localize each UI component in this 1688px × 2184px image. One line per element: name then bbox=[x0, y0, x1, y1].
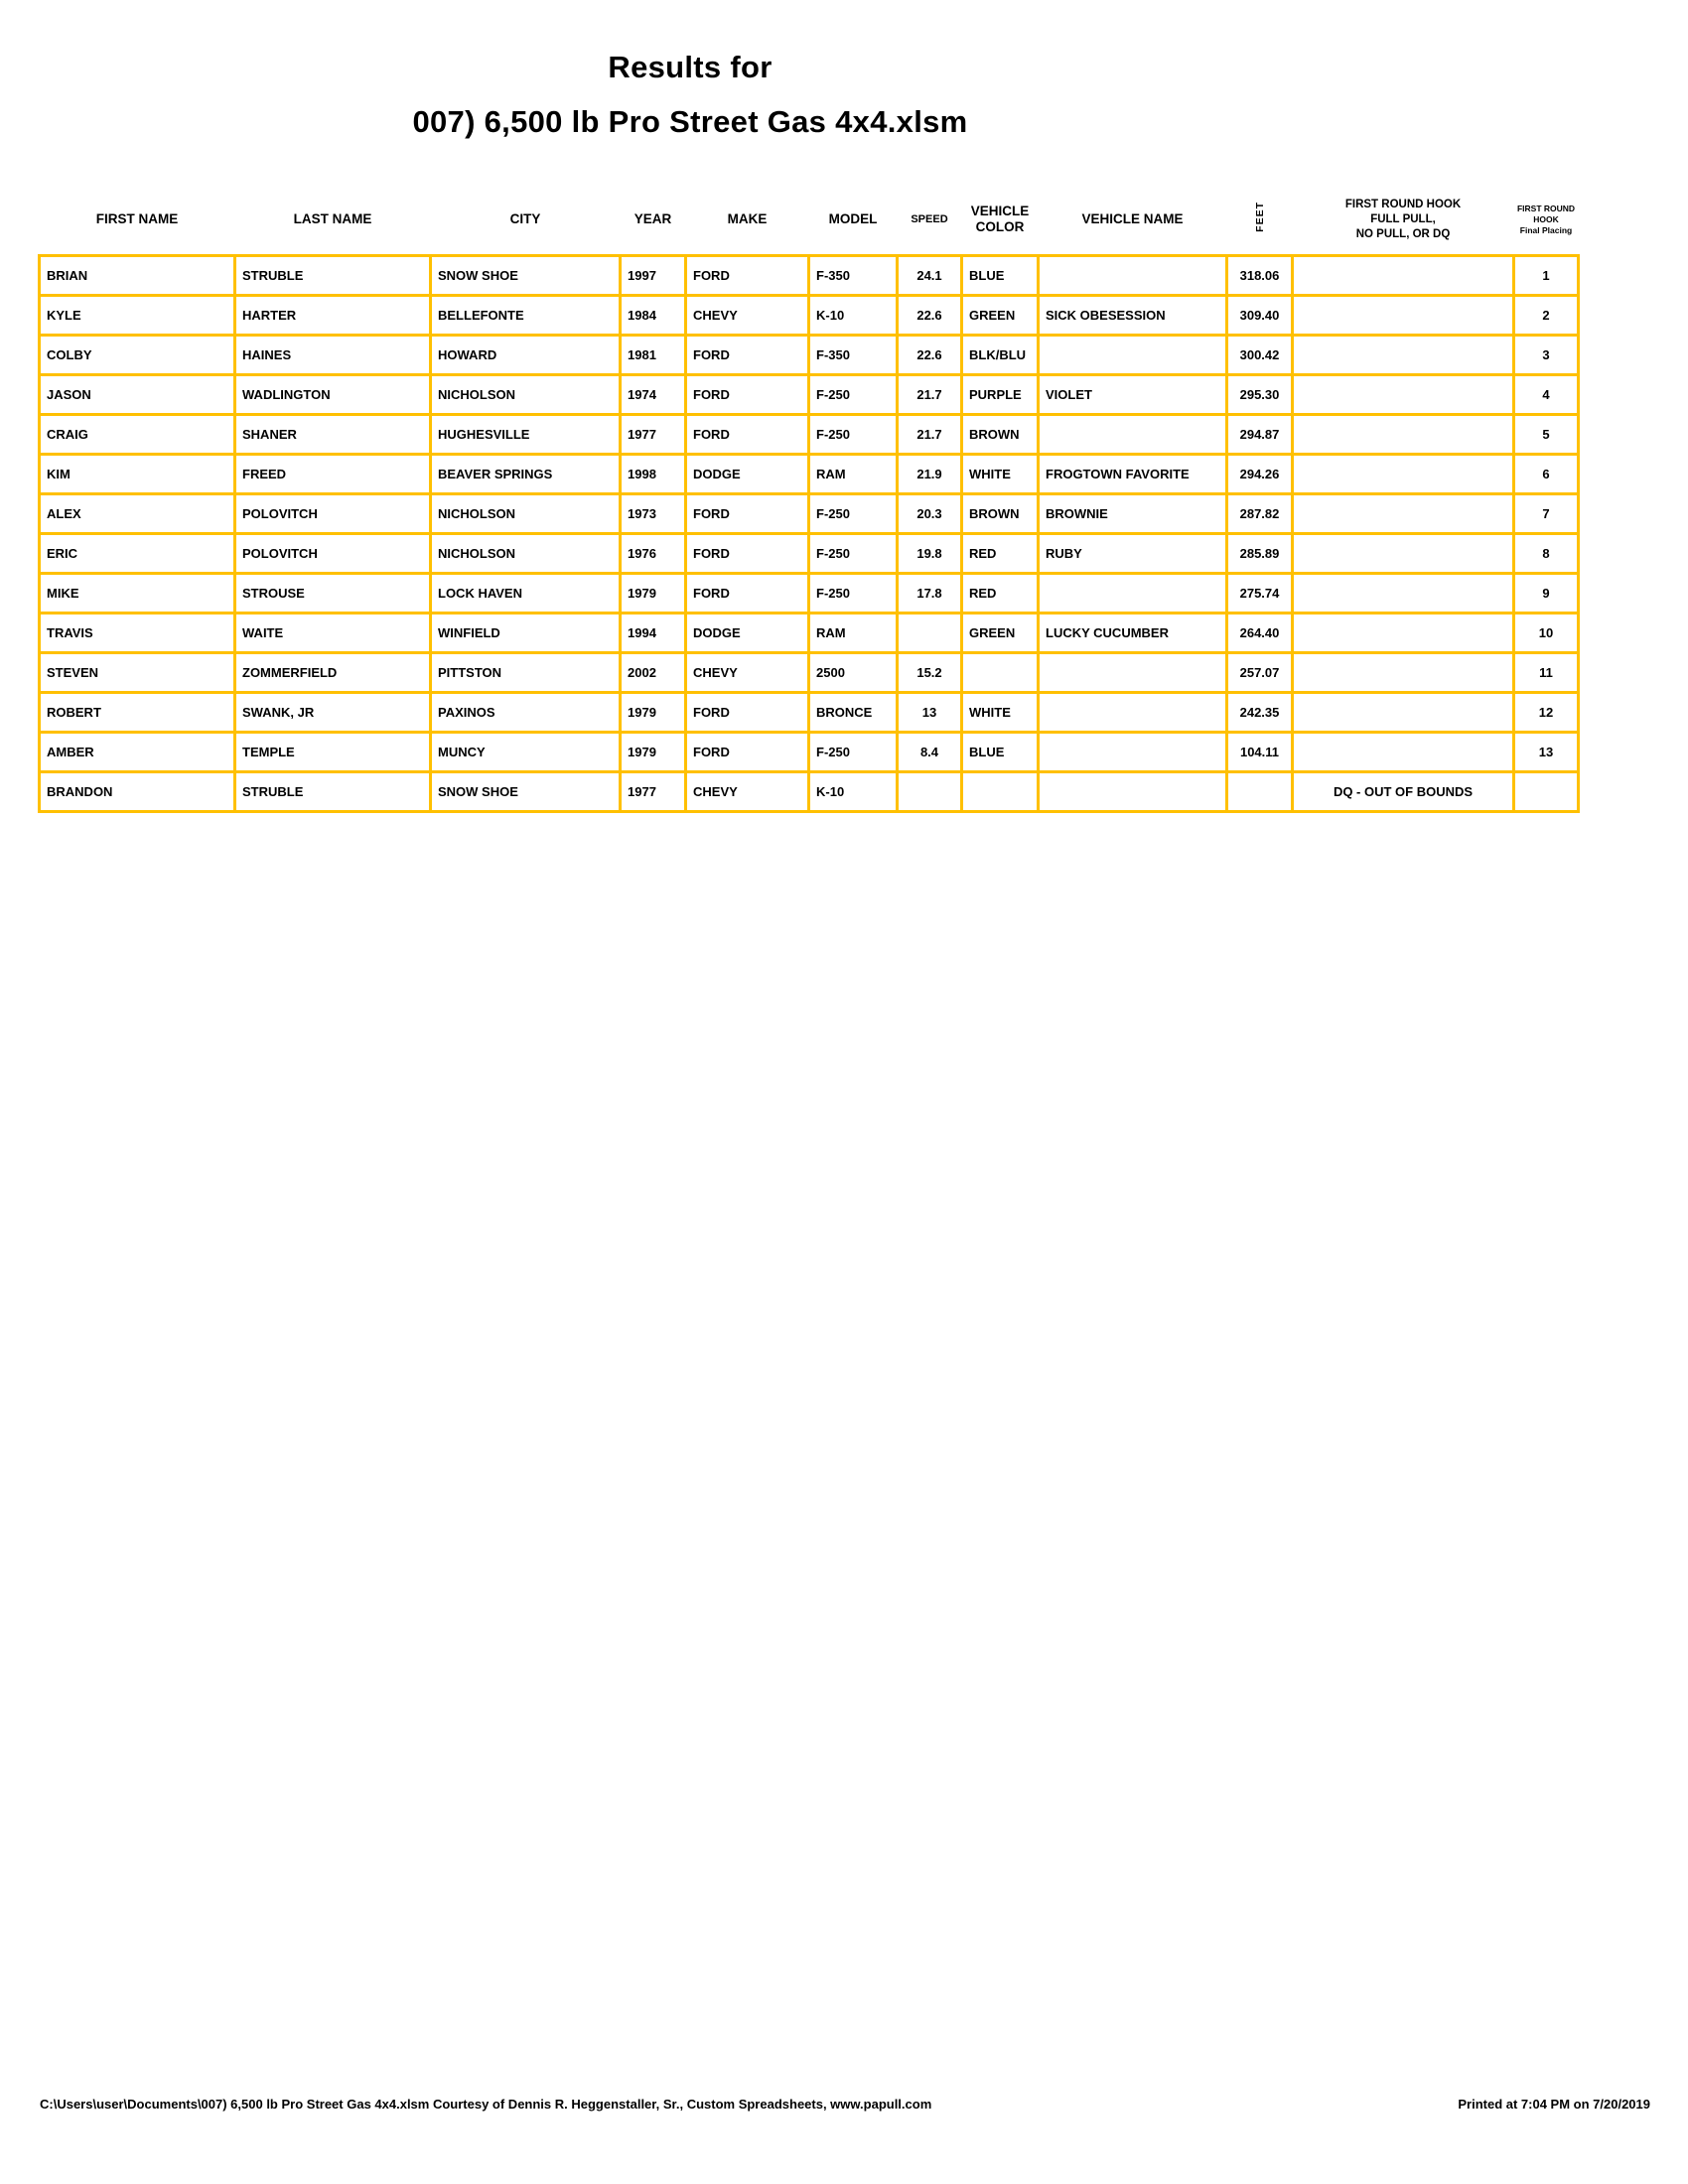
col-header-vehicle-color bbox=[962, 185, 1039, 256]
cell-speed: 13 bbox=[898, 693, 962, 733]
cell-speed: 17.8 bbox=[898, 574, 962, 614]
cell-feet: 287.82 bbox=[1227, 494, 1293, 534]
cell-hook bbox=[1293, 256, 1514, 296]
cell-first: ERIC bbox=[40, 534, 235, 574]
cell-first: TRAVIS bbox=[40, 614, 235, 653]
cell-name: RUBY bbox=[1039, 534, 1227, 574]
cell-year: 1976 bbox=[621, 534, 686, 574]
cell-city: MUNCY bbox=[431, 733, 621, 772]
table-row bbox=[40, 296, 1579, 336]
cell-placing: 5 bbox=[1514, 415, 1579, 455]
cell-last: STROUSE bbox=[235, 574, 431, 614]
cell-city: HUGHESVILLE bbox=[431, 415, 621, 455]
col-header-city: CITY bbox=[431, 185, 621, 256]
cell-make: FORD bbox=[686, 574, 809, 614]
table-row bbox=[40, 534, 1579, 574]
cell-placing: 11 bbox=[1514, 653, 1579, 693]
cell-placing: 9 bbox=[1514, 574, 1579, 614]
cell-hook bbox=[1293, 494, 1514, 534]
cell-last: POLOVITCH bbox=[235, 494, 431, 534]
page-title-line1: Results for bbox=[608, 50, 773, 84]
cell-name bbox=[1039, 415, 1227, 455]
table-row bbox=[40, 733, 1579, 772]
cell-placing: 7 bbox=[1514, 494, 1579, 534]
cell-model: F-250 bbox=[809, 574, 898, 614]
cell-first: COLBY bbox=[40, 336, 235, 375]
cell-name: SICK OBESESSION bbox=[1039, 296, 1227, 336]
cell-color: RED bbox=[962, 574, 1039, 614]
cell-first: MIKE bbox=[40, 574, 235, 614]
page-title-line2: 007) 6,500 lb Pro Street Gas 4x4.xlsm bbox=[412, 104, 968, 139]
cell-hook bbox=[1293, 614, 1514, 653]
cell-first: KIM bbox=[40, 455, 235, 494]
cell-feet: 309.40 bbox=[1227, 296, 1293, 336]
feet-rotated-label: FEET bbox=[1253, 202, 1266, 232]
cell-model: F-350 bbox=[809, 256, 898, 296]
cell-speed: 22.6 bbox=[898, 296, 962, 336]
cell-color: GREEN bbox=[962, 296, 1039, 336]
cell-name bbox=[1039, 574, 1227, 614]
cell-feet: 295.30 bbox=[1227, 375, 1293, 415]
cell-color bbox=[962, 653, 1039, 693]
cell-feet: 275.74 bbox=[1227, 574, 1293, 614]
page-footer bbox=[40, 2097, 1650, 2112]
cell-name bbox=[1039, 693, 1227, 733]
cell-name bbox=[1039, 653, 1227, 693]
cell-last: SHANER bbox=[235, 415, 431, 455]
cell-placing: 2 bbox=[1514, 296, 1579, 336]
cell-city: LOCK HAVEN bbox=[431, 574, 621, 614]
cell-first: STEVEN bbox=[40, 653, 235, 693]
cell-model: K-10 bbox=[809, 296, 898, 336]
col-header-first-name: FIRST NAME bbox=[40, 185, 235, 256]
cell-make: FORD bbox=[686, 256, 809, 296]
cell-last: POLOVITCH bbox=[235, 534, 431, 574]
col-header-vehicle-name: VEHICLE NAME bbox=[1039, 185, 1227, 256]
cell-feet: 257.07 bbox=[1227, 653, 1293, 693]
cell-color: BLUE bbox=[962, 256, 1039, 296]
table-row bbox=[40, 772, 1579, 812]
cell-name: BROWNIE bbox=[1039, 494, 1227, 534]
cell-first: ROBERT bbox=[40, 693, 235, 733]
placing-line2: HOOK bbox=[1533, 213, 1559, 224]
cell-model: F-250 bbox=[809, 375, 898, 415]
col-header-final-placing bbox=[1514, 185, 1579, 256]
cell-last: TEMPLE bbox=[235, 733, 431, 772]
cell-name bbox=[1039, 772, 1227, 812]
cell-placing: 1 bbox=[1514, 256, 1579, 296]
cell-year: 1979 bbox=[621, 574, 686, 614]
cell-model: F-250 bbox=[809, 733, 898, 772]
cell-make: DODGE bbox=[686, 455, 809, 494]
table-header bbox=[40, 185, 1579, 256]
cell-city: BELLEFONTE bbox=[431, 296, 621, 336]
cell-placing: 4 bbox=[1514, 375, 1579, 415]
cell-year: 1979 bbox=[621, 733, 686, 772]
cell-make: FORD bbox=[686, 534, 809, 574]
cell-name: FROGTOWN FAVORITE bbox=[1039, 455, 1227, 494]
col-header-last-name: LAST NAME bbox=[235, 185, 431, 256]
cell-city: HOWARD bbox=[431, 336, 621, 375]
cell-color: BROWN bbox=[962, 494, 1039, 534]
placing-line1: FIRST ROUND bbox=[1516, 203, 1576, 213]
cell-color: RED bbox=[962, 534, 1039, 574]
cell-first: BRIAN bbox=[40, 256, 235, 296]
cell-speed: 21.9 bbox=[898, 455, 962, 494]
cell-first: KYLE bbox=[40, 296, 235, 336]
table-row bbox=[40, 336, 1579, 375]
cell-hook bbox=[1293, 296, 1514, 336]
table-row bbox=[40, 256, 1579, 296]
cell-first: AMBER bbox=[40, 733, 235, 772]
cell-make: FORD bbox=[686, 494, 809, 534]
cell-make: FORD bbox=[686, 693, 809, 733]
cell-model: K-10 bbox=[809, 772, 898, 812]
cell-hook bbox=[1293, 653, 1514, 693]
cell-hook bbox=[1293, 375, 1514, 415]
hook-line1: FIRST ROUND HOOK bbox=[1344, 198, 1462, 210]
cell-make: FORD bbox=[686, 336, 809, 375]
cell-hook: DQ - OUT OF BOUNDS bbox=[1293, 772, 1514, 812]
cell-hook bbox=[1293, 415, 1514, 455]
table-row bbox=[40, 455, 1579, 494]
cell-speed: 8.4 bbox=[898, 733, 962, 772]
cell-color: WHITE bbox=[962, 693, 1039, 733]
cell-model: F-250 bbox=[809, 415, 898, 455]
cell-speed: 20.3 bbox=[898, 494, 962, 534]
cell-hook bbox=[1293, 574, 1514, 614]
cell-city: NICHOLSON bbox=[431, 494, 621, 534]
cell-first: BRANDON bbox=[40, 772, 235, 812]
cell-feet: 242.35 bbox=[1227, 693, 1293, 733]
cell-color bbox=[962, 772, 1039, 812]
cell-make: FORD bbox=[686, 415, 809, 455]
cell-speed: 21.7 bbox=[898, 415, 962, 455]
cell-year: 1997 bbox=[621, 256, 686, 296]
cell-last: SWANK, JR bbox=[235, 693, 431, 733]
cell-feet: 294.26 bbox=[1227, 455, 1293, 494]
cell-hook bbox=[1293, 336, 1514, 375]
cell-model: BRONCE bbox=[809, 693, 898, 733]
cell-model: F-350 bbox=[809, 336, 898, 375]
cell-model: RAM bbox=[809, 614, 898, 653]
cell-name bbox=[1039, 733, 1227, 772]
cell-model: 2500 bbox=[809, 653, 898, 693]
table-row bbox=[40, 653, 1579, 693]
cell-city: PAXINOS bbox=[431, 693, 621, 733]
cell-city: NICHOLSON bbox=[431, 375, 621, 415]
cell-color: BLUE bbox=[962, 733, 1039, 772]
cell-last: STRUBLE bbox=[235, 772, 431, 812]
cell-make: CHEVY bbox=[686, 296, 809, 336]
cell-make: DODGE bbox=[686, 614, 809, 653]
cell-year: 1981 bbox=[621, 336, 686, 375]
col-header-feet bbox=[1227, 185, 1293, 256]
table-row bbox=[40, 614, 1579, 653]
cell-placing: 8 bbox=[1514, 534, 1579, 574]
table-row bbox=[40, 693, 1579, 733]
cell-year: 1998 bbox=[621, 455, 686, 494]
cell-hook bbox=[1293, 733, 1514, 772]
cell-last: STRUBLE bbox=[235, 256, 431, 296]
cell-color: PURPLE bbox=[962, 375, 1039, 415]
cell-year: 1973 bbox=[621, 494, 686, 534]
cell-feet: 264.40 bbox=[1227, 614, 1293, 653]
vehicle-color-line2: COLOR bbox=[975, 219, 1025, 234]
col-header-make: MAKE bbox=[686, 185, 809, 256]
cell-make: FORD bbox=[686, 733, 809, 772]
cell-city: SNOW SHOE bbox=[431, 256, 621, 296]
cell-speed bbox=[898, 614, 962, 653]
cell-last: WADLINGTON bbox=[235, 375, 431, 415]
cell-name: LUCKY CUCUMBER bbox=[1039, 614, 1227, 653]
cell-model: F-250 bbox=[809, 534, 898, 574]
cell-model: RAM bbox=[809, 455, 898, 494]
hook-line2: FULL PULL, bbox=[1370, 212, 1436, 225]
table-row bbox=[40, 375, 1579, 415]
cell-city: SNOW SHOE bbox=[431, 772, 621, 812]
cell-year: 1977 bbox=[621, 415, 686, 455]
cell-first: ALEX bbox=[40, 494, 235, 534]
cell-year: 2002 bbox=[621, 653, 686, 693]
cell-city: NICHOLSON bbox=[431, 534, 621, 574]
cell-feet: 104.11 bbox=[1227, 733, 1293, 772]
cell-first: JASON bbox=[40, 375, 235, 415]
cell-city: PITTSTON bbox=[431, 653, 621, 693]
vehicle-color-line1: VEHICLE bbox=[970, 204, 1030, 218]
cell-placing: 3 bbox=[1514, 336, 1579, 375]
col-header-year: YEAR bbox=[621, 185, 686, 256]
cell-feet: 285.89 bbox=[1227, 534, 1293, 574]
page-title bbox=[0, 40, 1380, 149]
cell-first: CRAIG bbox=[40, 415, 235, 455]
cell-feet: 294.87 bbox=[1227, 415, 1293, 455]
cell-placing: 6 bbox=[1514, 455, 1579, 494]
cell-city: WINFIELD bbox=[431, 614, 621, 653]
cell-make: CHEVY bbox=[686, 772, 809, 812]
cell-last: HARTER bbox=[235, 296, 431, 336]
cell-color: WHITE bbox=[962, 455, 1039, 494]
cell-speed: 15.2 bbox=[898, 653, 962, 693]
cell-year: 1974 bbox=[621, 375, 686, 415]
cell-hook bbox=[1293, 534, 1514, 574]
cell-speed bbox=[898, 772, 962, 812]
hook-line3: NO PULL, OR DQ bbox=[1355, 227, 1451, 240]
cell-year: 1979 bbox=[621, 693, 686, 733]
cell-feet bbox=[1227, 772, 1293, 812]
cell-name bbox=[1039, 256, 1227, 296]
cell-placing: 13 bbox=[1514, 733, 1579, 772]
cell-speed: 21.7 bbox=[898, 375, 962, 415]
col-header-speed: SPEED bbox=[898, 185, 962, 256]
table-body bbox=[40, 256, 1579, 812]
footer-file-path: C:\Users\user\Documents\007) 6,500 lb Pro Street Gas 4x4.xlsm Courtesy of Dennis R. Heggenstaller, Sr., Custom Spreadsheets, www.papull.com bbox=[40, 2097, 932, 2112]
placing-line3: Final Placing bbox=[1519, 224, 1573, 235]
cell-last: WAITE bbox=[235, 614, 431, 653]
cell-placing: 10 bbox=[1514, 614, 1579, 653]
col-header-first-round-hook bbox=[1293, 185, 1514, 256]
cell-color: BLK/BLU bbox=[962, 336, 1039, 375]
table-row bbox=[40, 574, 1579, 614]
cell-feet: 318.06 bbox=[1227, 256, 1293, 296]
cell-color: BROWN bbox=[962, 415, 1039, 455]
cell-placing bbox=[1514, 772, 1579, 812]
col-header-model: MODEL bbox=[809, 185, 898, 256]
cell-name: VIOLET bbox=[1039, 375, 1227, 415]
cell-make: CHEVY bbox=[686, 653, 809, 693]
cell-last: FREED bbox=[235, 455, 431, 494]
cell-hook bbox=[1293, 455, 1514, 494]
cell-last: ZOMMERFIELD bbox=[235, 653, 431, 693]
table-row bbox=[40, 494, 1579, 534]
cell-name bbox=[1039, 336, 1227, 375]
cell-year: 1984 bbox=[621, 296, 686, 336]
cell-speed: 22.6 bbox=[898, 336, 962, 375]
table-row bbox=[40, 415, 1579, 455]
cell-last: HAINES bbox=[235, 336, 431, 375]
cell-make: FORD bbox=[686, 375, 809, 415]
cell-hook bbox=[1293, 693, 1514, 733]
cell-speed: 24.1 bbox=[898, 256, 962, 296]
cell-year: 1994 bbox=[621, 614, 686, 653]
cell-model: F-250 bbox=[809, 494, 898, 534]
results-table bbox=[38, 185, 1580, 813]
cell-placing: 12 bbox=[1514, 693, 1579, 733]
cell-feet: 300.42 bbox=[1227, 336, 1293, 375]
table-header-row bbox=[40, 185, 1579, 256]
cell-year: 1977 bbox=[621, 772, 686, 812]
cell-speed: 19.8 bbox=[898, 534, 962, 574]
cell-color: GREEN bbox=[962, 614, 1039, 653]
cell-city: BEAVER SPRINGS bbox=[431, 455, 621, 494]
footer-printed-timestamp: Printed at 7:04 PM on 7/20/2019 bbox=[1458, 2097, 1650, 2112]
